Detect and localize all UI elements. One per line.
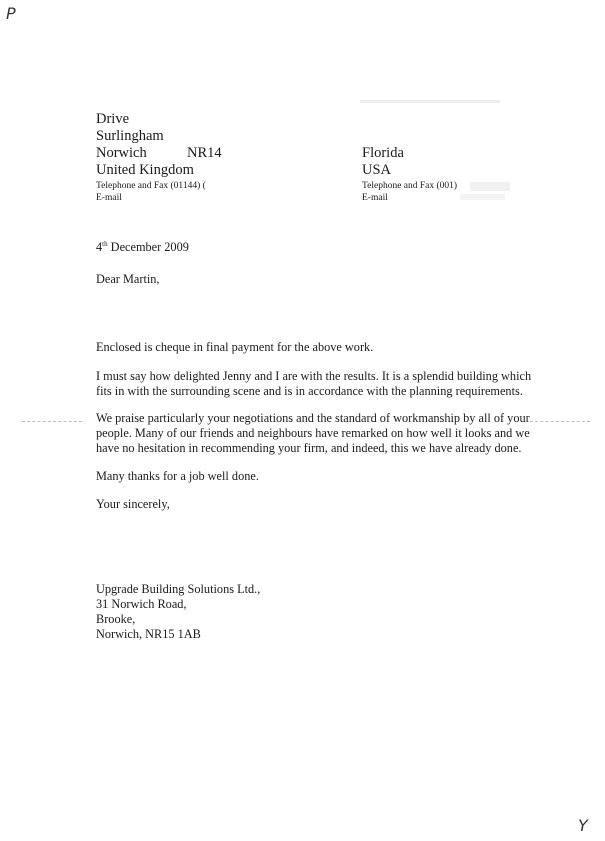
sender-line1: Drive xyxy=(96,111,130,127)
paragraph-line: Many thanks for a job well done. xyxy=(96,469,259,483)
date-rest: December 2009 xyxy=(107,240,189,254)
recipient-email: E-mail xyxy=(362,193,388,203)
sender-postcode: NR14 xyxy=(187,145,222,161)
paragraph-1 xyxy=(96,340,536,355)
addressee-company: Upgrade Building Solutions Ltd., xyxy=(96,582,261,596)
redaction-smudge xyxy=(470,182,510,191)
addressee-town: Brooke, xyxy=(96,612,136,626)
addressee-city-postcode: Norwich, NR15 1AB xyxy=(96,627,201,641)
paragraph-3 xyxy=(96,411,536,456)
recipient-state: Florida xyxy=(362,145,404,161)
sender-line2: Surlingham xyxy=(96,128,164,144)
date-suffix: th xyxy=(102,239,108,248)
redaction-smudge xyxy=(460,194,505,200)
handwritten-mark-top-left: P xyxy=(6,4,16,23)
recipient-country: USA xyxy=(362,162,392,178)
paragraph-2 xyxy=(96,369,536,399)
sender-city: Norwich xyxy=(96,145,147,161)
paragraph-line: Enclosed is cheque in final payment for the above work. xyxy=(96,340,374,354)
scan-dash-line-left xyxy=(22,421,82,422)
paragraph-4 xyxy=(96,469,536,484)
sender-country: United Kingdom xyxy=(96,162,194,178)
paragraph-line: fits in with the surrounding scene and is in accordance with the planning requirements. xyxy=(96,384,523,398)
salutation: Dear Martin, xyxy=(96,272,160,286)
recipient-phone: Telephone and Fax (001) xyxy=(362,181,458,191)
sender-phone: Telephone and Fax (01144) ( xyxy=(96,181,206,191)
sender-email: E-mail xyxy=(96,193,122,203)
letter-date xyxy=(96,240,189,255)
paragraph-line: I must say how delighted Jenny and I are with the results. It is a splendid building which xyxy=(96,369,532,383)
paragraph-line: have no hesitation in recommending your firm, and indeed, this we have already done. xyxy=(96,441,522,455)
redaction-smudge xyxy=(360,100,500,103)
closing: Your sincerely, xyxy=(96,497,170,511)
addressee-street: 31 Norwich Road, xyxy=(96,597,187,611)
date-day: 4 xyxy=(96,240,103,254)
handwritten-mark-bottom-right: Y xyxy=(578,816,588,835)
paragraph-line: We praise particularly your negotiations and the standard of workmanship by all of your xyxy=(96,411,530,425)
scan-dash-line-right xyxy=(530,421,590,422)
paragraph-line: people. Many of our friends and neighbours have remarked on how well it looks and we xyxy=(96,426,530,440)
